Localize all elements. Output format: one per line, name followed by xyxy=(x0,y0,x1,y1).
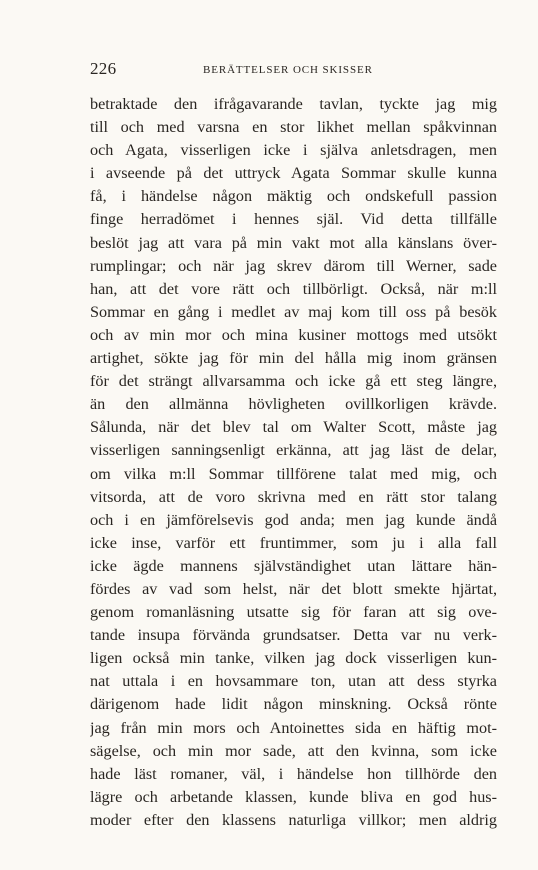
text-line: tande insupa förvända grundsatser. Detta var nu verk- xyxy=(90,626,497,645)
page-header xyxy=(90,59,497,83)
text-line: jag från min mors och Antoinettes sida en häftig mot- xyxy=(90,718,497,737)
text-line: om vilka m:ll Sommar tillförene talat med mig, och xyxy=(90,464,497,483)
text-line: Sommar en gång i medlet av maj kom till oss på besök xyxy=(90,302,497,321)
text-line: lägre och arbetande klassen, kunde bliva en god hus- xyxy=(90,787,497,806)
body-text xyxy=(90,93,497,832)
text-line: ligen också min tanke, vilken jag dock visserligen kun- xyxy=(90,649,497,668)
text-line: icke inse, varför ett fruntimmer, som ju i alla fall xyxy=(90,533,497,552)
text-line: till och med varsna en stor likhet mellan spåkvinnan xyxy=(90,118,497,137)
text-line: rumplingar; och när jag skrev därom till Werner, sade xyxy=(90,256,497,275)
running-title: BERÄTTELSER OCH SKISSER xyxy=(203,64,373,76)
text-line: moder efter den klassens naturliga villkor; men aldrig xyxy=(90,810,497,829)
page-number: 226 xyxy=(90,59,117,78)
text-line: i avseende på det uttryck Agata Sommar skulle kunna xyxy=(90,164,497,183)
text-line: sägelse, och min mor sade, att den kvinna, som icke xyxy=(90,741,497,760)
text-line: visserligen sanningsenligt erkänna, att jag läst de delar, xyxy=(90,441,497,460)
text-line: artighet, sökte jag för min del hålla mig inom gränsen xyxy=(90,349,497,368)
text-line: och i en jämförelsevis god anda; men jag kunde ändå xyxy=(90,510,497,529)
text-line: beslöt jag att vara på min vakt mot alla känslans över- xyxy=(90,233,497,252)
text-line: han, att det vore rätt och tillbörligt. Också, när m:ll xyxy=(90,279,497,298)
text-line: Sålunda, när det blev tal om Walter Scott, måste jag xyxy=(90,418,497,437)
text-line: hade läst romaner, väl, i händelse hon tillhörde den xyxy=(90,764,497,783)
text-line: icke ägde mannens självständighet utan lättare hän- xyxy=(90,556,497,575)
text-line: för det strängt allvarsamma och icke gå ett steg längre, xyxy=(90,372,497,391)
text-line: och Agata, visserligen icke i själva anletsdragen, men xyxy=(90,141,497,160)
text-line: få, i händelse någon mäktig och ondskefull passion xyxy=(90,187,497,206)
text-line: och av min mor och mina kusiner mottogs med utsökt xyxy=(90,325,497,344)
text-line: nat uttala i en hovsammare ton, utan att dess styrka xyxy=(90,672,497,691)
text-line: därigenom hade lidit någon minskning. Också rönte xyxy=(90,695,497,714)
text-line: vitsorda, att de voro skrivna med en rätt stor talang xyxy=(90,487,497,506)
text-line: än den allmänna hövligheten ovillkorligen krävde. xyxy=(90,395,497,414)
text-line: fördes av vad som helst, när det blott smekte hjärtat, xyxy=(90,579,497,598)
text-line: betraktade den ifrågavarande tavlan, tyckte jag mig xyxy=(90,95,497,113)
text-line: genom romanläsning utsatte sig för faran att sig ove- xyxy=(90,603,497,622)
text-line: finge herradömet i hennes själ. Vid detta tillfälle xyxy=(90,210,497,229)
